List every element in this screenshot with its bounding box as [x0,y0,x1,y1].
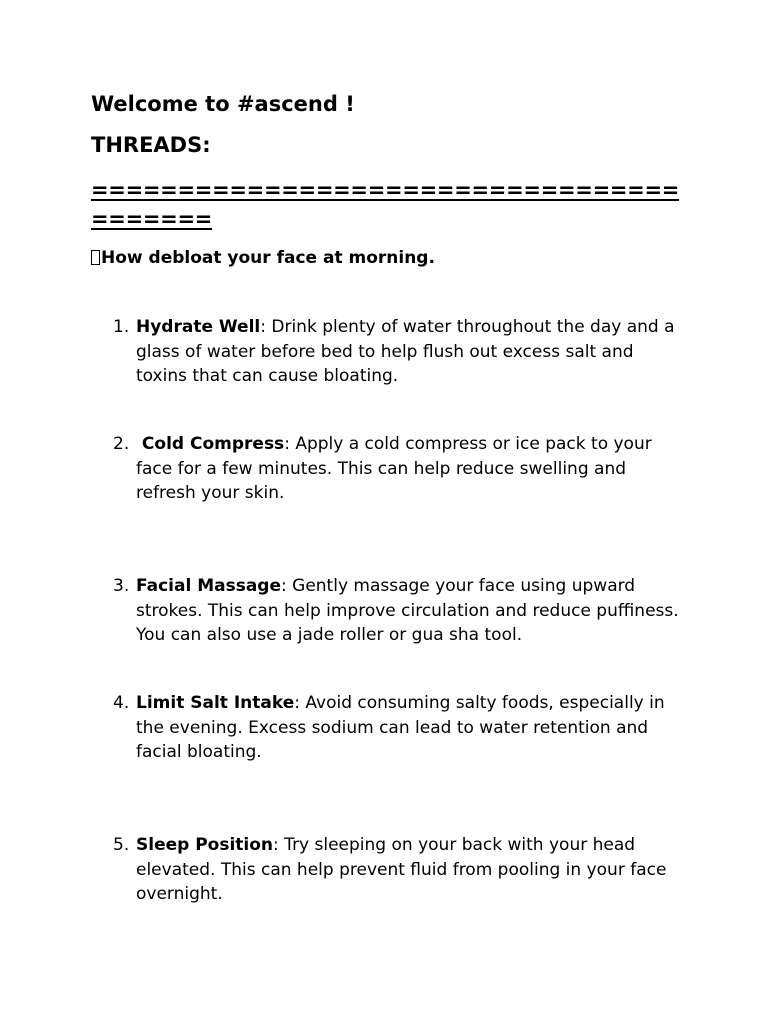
threads-heading: THREADS: [91,133,211,157]
item-title: Hydrate Well [136,317,261,337]
list-number: 2. [113,434,130,454]
subtitle-text: How debloat your face at morning. [101,248,435,268]
item-title: Cold Compress [136,434,285,454]
item-body: : Avoid consuming salty foods, especially in the evening. Excess sodium can lead to water retention and facial bloating. [136,693,665,762]
item-body: : Gently massage your face using upward strokes. This can help improve circulation and reduce puffiness. You can also use a jade roller or gua sha tool. [136,576,679,645]
list-text [136,691,681,765]
item-title: Facial Massage [136,576,282,596]
list-number: 5. [113,835,130,855]
list-text [136,432,681,506]
list-number: 1. [113,317,130,337]
list-number: 3. [113,576,130,596]
subtitle [91,248,435,268]
missing-glyph-icon [91,250,100,265]
list-text [136,833,681,907]
item-body: : Try sleeping on your back with your head elevated. This can help prevent fluid from pooling in your face overnight. [136,835,667,904]
item-body: : Drink plenty of water throughout the day and a glass of water before bed to help flush out excess salt and toxins that can cause bloating. [136,317,675,386]
list-text [136,315,681,389]
item-body: : Apply a cold compress or ice pack to your face for a few minutes. This can help reduce swelling and refresh your skin. [136,434,652,503]
divider-line: ========================================= [91,178,680,231]
list-text [136,574,681,648]
welcome-heading: Welcome to #ascend ! [91,92,355,116]
item-title: Sleep Position [136,835,274,855]
list-number: 4. [113,693,130,713]
item-title: Limit Salt Intake [136,693,295,713]
